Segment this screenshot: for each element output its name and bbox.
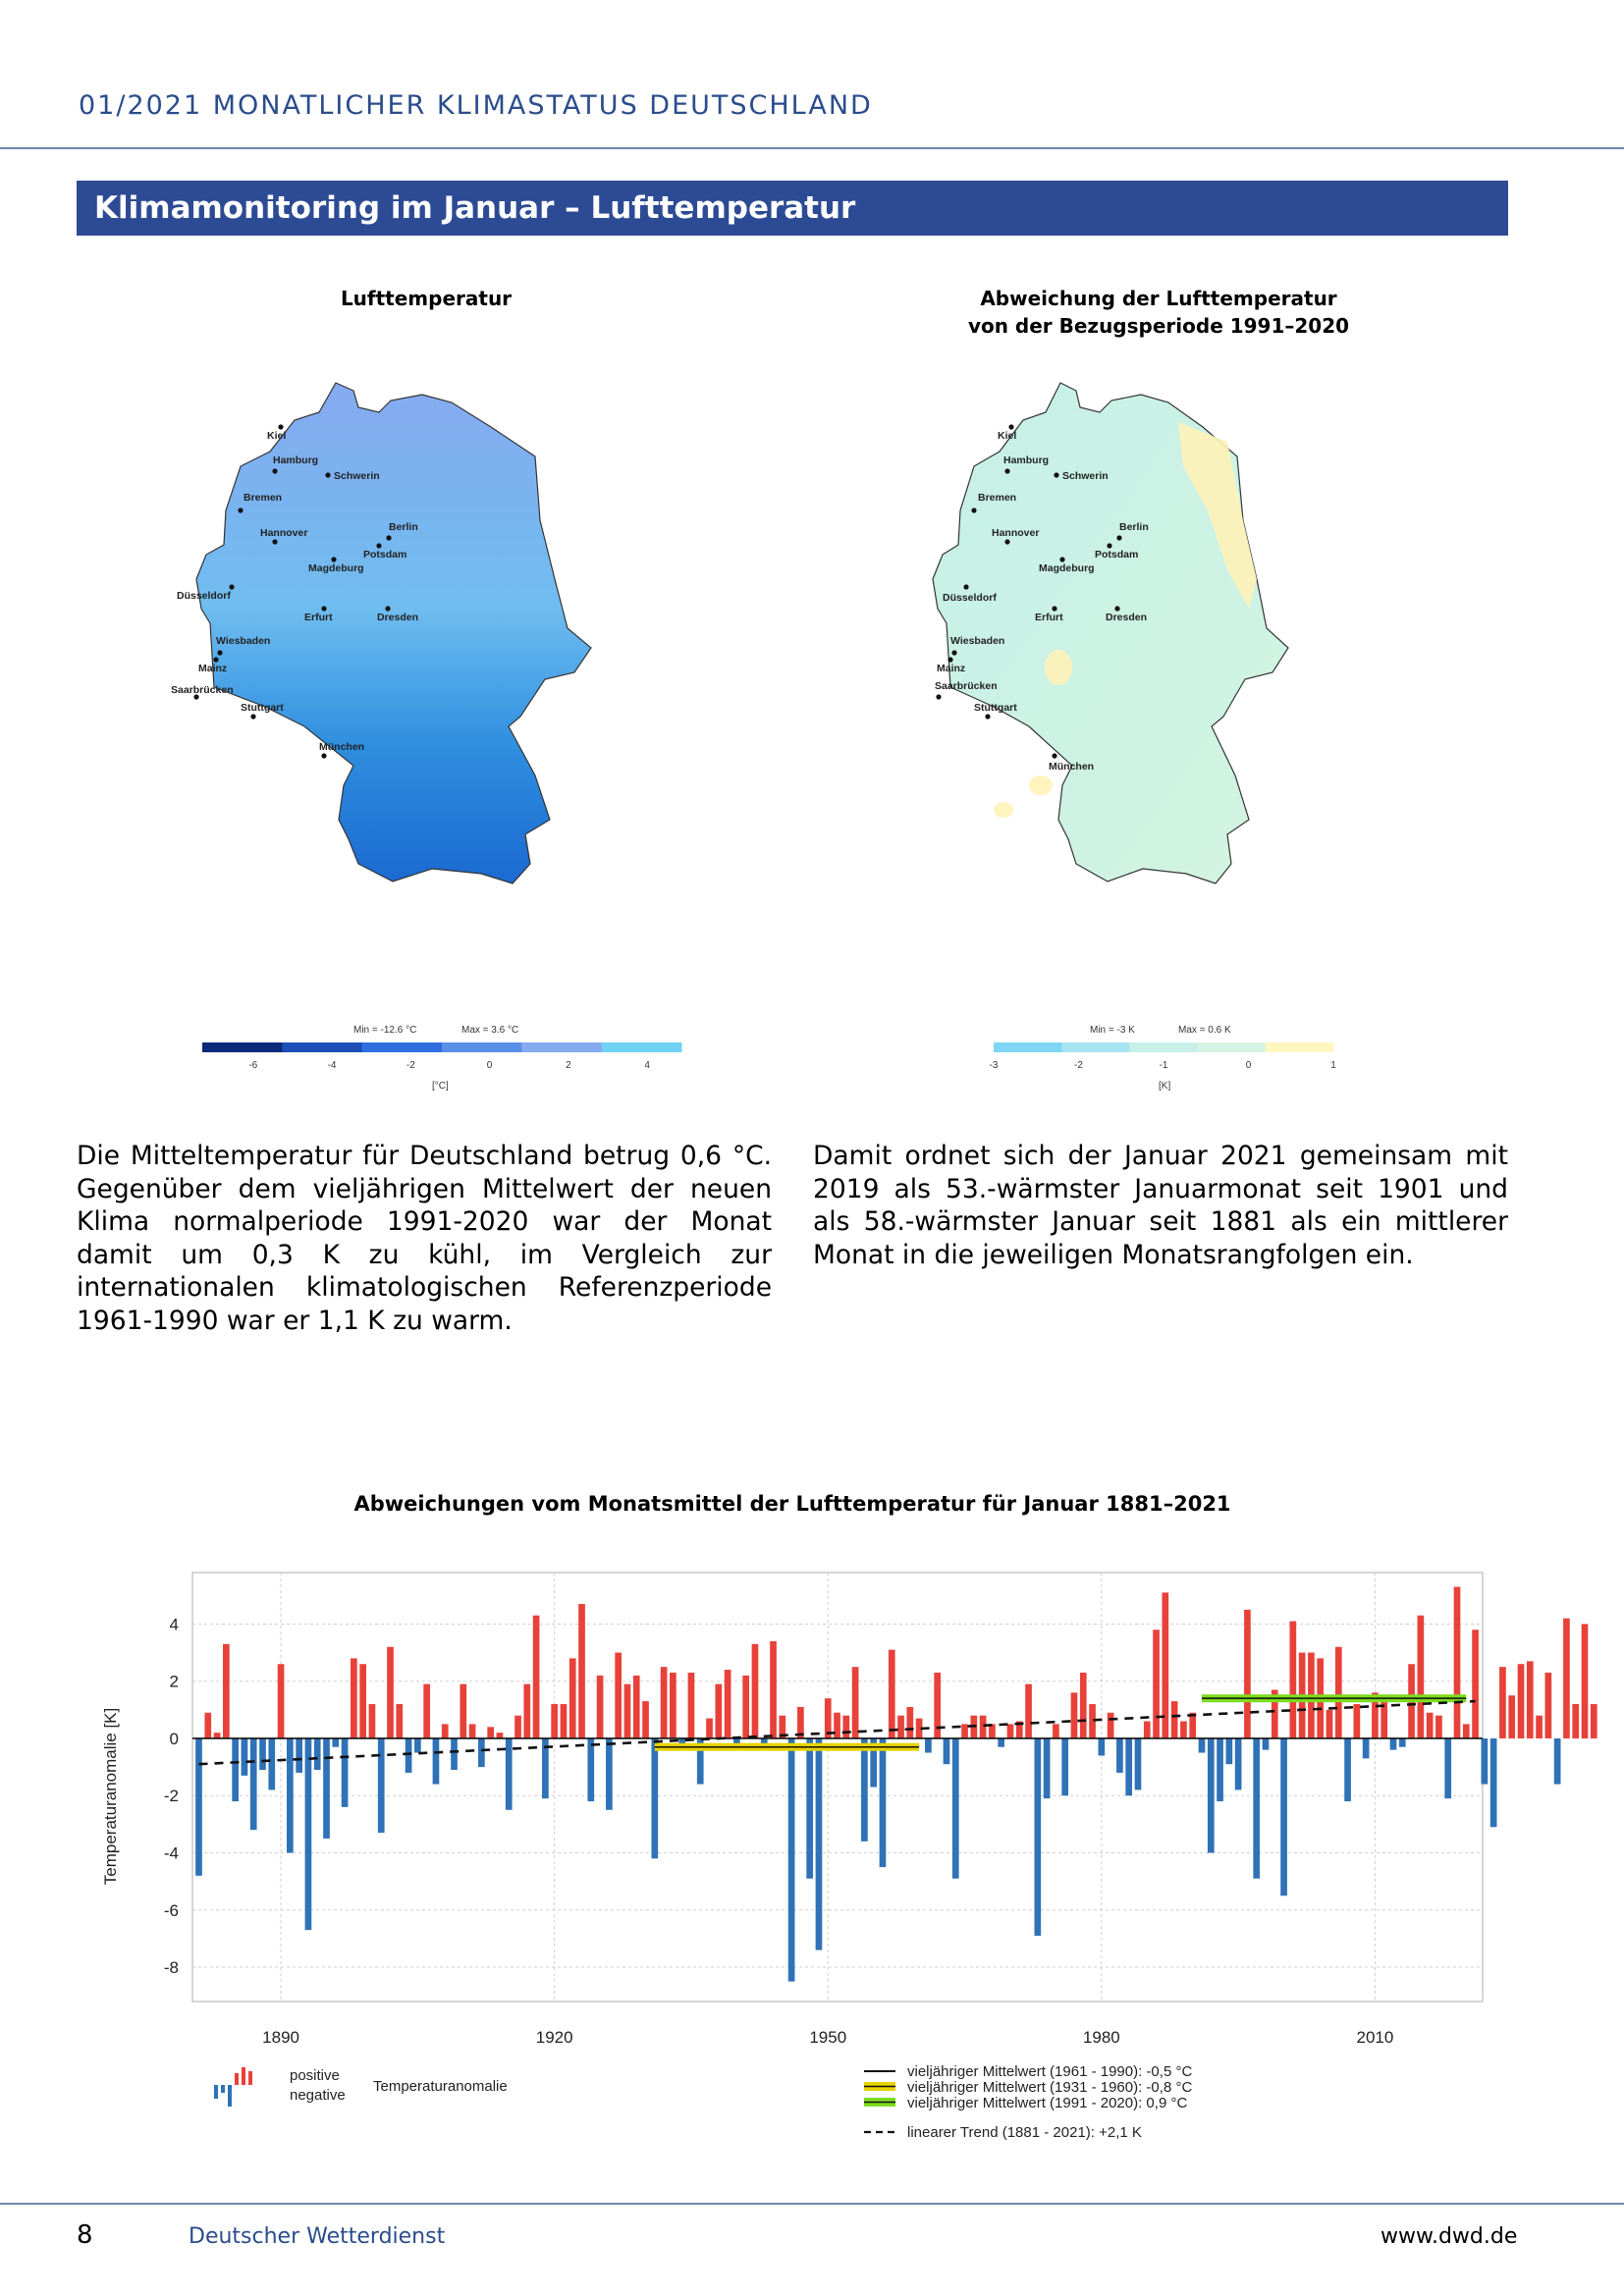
bar-2020	[1463, 1724, 1470, 1738]
city-label-muenchen: München	[319, 741, 365, 753]
bar-1927	[615, 1653, 622, 1738]
chart-y-axis-label: Temperaturanomalie [K]	[101, 1707, 120, 1886]
bar-1912	[478, 1738, 485, 1767]
bar-1986	[1153, 1629, 1160, 1738]
x-tick-label: 1950	[809, 2028, 847, 2047]
legend-pos-bar-1	[235, 2073, 239, 2085]
bar-2007	[1344, 1738, 1351, 1801]
header-divider	[0, 147, 1624, 149]
legend-pos-bar-2	[242, 2067, 245, 2085]
bar-1929	[633, 1676, 640, 1738]
map-right-figure	[933, 373, 1375, 1090]
city-label-erfurt: Erfurt	[304, 612, 333, 623]
map-left-colorbar-ticks	[248, 1060, 650, 1071]
section-title: Klimamonitoring im Januar – Lufttemperatur	[94, 190, 856, 226]
city-label-saarbruecken-right: Saarbrücken	[935, 680, 998, 692]
map-left-colorbar	[202, 1042, 682, 1052]
bar-1909	[451, 1738, 458, 1770]
bar-1925	[597, 1676, 604, 1738]
map-right-max-label: Max = 0.6 K	[1178, 1025, 1231, 1036]
germany-shape-left	[196, 383, 591, 883]
bar-1921	[561, 1704, 568, 1738]
legend-negative-label: negative	[290, 2087, 346, 2104]
city-label-saarbruecken: Saarbrücken	[171, 684, 234, 696]
colorbar-tick-label: 0	[1245, 1060, 1252, 1071]
colorbar-tick-label: -1	[1159, 1060, 1168, 1071]
bar-1976	[1061, 1738, 1068, 1795]
bar-1902	[387, 1647, 394, 1738]
bar-1967	[980, 1716, 987, 1738]
city-label-wiesbaden-right: Wiesbaden	[950, 635, 1005, 647]
x-tick-label: 1890	[262, 2028, 299, 2047]
bar-2028	[1536, 1716, 1543, 1738]
header-title: 01/2021 MONATLICHER KLIMASTATUS DEUTSCHLAND	[79, 90, 873, 121]
city-label-dresden: Dresden	[377, 612, 419, 623]
bar-1901	[378, 1738, 385, 1833]
map-right-title-line1: Abweichung der Lufttemperatur	[980, 287, 1337, 310]
bar-1991	[1199, 1738, 1206, 1753]
bar-1989	[1180, 1721, 1187, 1737]
colorbar-tick-label: -4	[327, 1060, 337, 1071]
legend-label-1931-1960: vieljähriger Mittelwert (1931 - 1960): -0,8 °C	[907, 2079, 1193, 2096]
legend-anomaly-label: Temperaturanomalie	[373, 2078, 508, 2095]
bar-1963	[944, 1738, 950, 1764]
bar-1952	[842, 1716, 849, 1738]
colorbar-segment	[442, 1042, 522, 1052]
bar-2023	[1490, 1738, 1497, 1827]
bar-1892	[296, 1738, 302, 1773]
bar-1984	[1135, 1738, 1142, 1789]
colorbar-segment	[1198, 1042, 1267, 1052]
y-tick-label: -4	[163, 1843, 179, 1863]
germany-shape-right	[933, 383, 1288, 883]
bar-2025	[1508, 1695, 1515, 1738]
bar-1972	[1025, 1684, 1032, 1738]
city-label-hamburg: Hamburg	[273, 454, 319, 466]
bar-1915	[506, 1738, 513, 1810]
bar-2016	[1427, 1713, 1434, 1738]
bar-1959	[906, 1707, 913, 1738]
body-text-left: Die Mitteltemperatur für Deutschland betrug 0,6 °C. Gegenüber dem vieljährigen Mittelwert der neuen Klima normalperiode 1991-2020 war der Monat damit um 0,3 K zu kühl, im Vergleich zur internationalen klimatologischen Referenzperiode 1961-1990 war er 1,1 K zu warm.	[77, 1141, 772, 1336]
city-label-hamburg-right: Hamburg	[1003, 454, 1050, 466]
bar-2013	[1399, 1738, 1406, 1747]
bar-1958	[897, 1716, 904, 1738]
bar-1948	[806, 1738, 813, 1879]
bar-1883	[214, 1733, 221, 1738]
colorbar-tick-label: 2	[566, 1060, 571, 1071]
colorbar-segment	[362, 1042, 443, 1052]
bar-1998	[1263, 1738, 1270, 1750]
legend-anomaly	[214, 2067, 508, 2107]
map-right-title-line2: von der Bezugsperiode 1991–2020	[967, 314, 1350, 338]
legend-trend	[864, 2120, 1257, 2150]
bar-1881	[195, 1738, 202, 1876]
bar-2021	[1472, 1629, 1479, 1738]
map-right-unit: [K]	[1159, 1081, 1171, 1092]
bar-1937	[706, 1719, 713, 1738]
bar-1935	[688, 1673, 695, 1738]
map-left-title: Lufttemperatur	[340, 287, 513, 310]
bar-2005	[1326, 1710, 1333, 1738]
bar-1896	[332, 1738, 339, 1747]
chart-y-ticks	[164, 1615, 179, 1977]
bar-1982	[1116, 1738, 1123, 1773]
bar-1992	[1208, 1738, 1215, 1853]
bar-1975	[1053, 1724, 1059, 1738]
bar-1974	[1044, 1738, 1051, 1798]
city-label-erfurt-right: Erfurt	[1035, 612, 1063, 623]
colorbar-tick-label: -2	[1074, 1060, 1083, 1071]
chart-title: Abweichungen vom Monatsmittel der Lufttemperatur für Januar 1881–2021	[353, 1492, 1231, 1516]
bar-2019	[1454, 1587, 1461, 1738]
legend-label-1961-1990: vieljähriger Mittelwert (1961 - 1990): -0,5 °C	[907, 2063, 1193, 2080]
legend-neg-bar-1	[214, 2085, 218, 2099]
bar-2027	[1527, 1661, 1534, 1738]
bar-1997	[1253, 1738, 1260, 1879]
map-left-figure	[171, 373, 707, 1092]
bar-1911	[469, 1724, 476, 1738]
y-tick-label: -2	[163, 1787, 179, 1806]
anomaly-bar-chart	[98, 1561, 1512, 2110]
bar-1977	[1071, 1692, 1078, 1738]
city-label-duesseldorf-right: Düsseldorf	[943, 592, 997, 604]
bar-1899	[359, 1664, 366, 1738]
bar-1973	[1034, 1738, 1041, 1936]
bar-2022	[1482, 1738, 1489, 1785]
bar-1957	[889, 1650, 895, 1738]
bar-2034	[1591, 1704, 1597, 1738]
footer-organization: Deutscher Wetterdienst	[189, 2224, 446, 2249]
bar-2006	[1335, 1647, 1342, 1738]
city-label-berlin: Berlin	[389, 521, 418, 533]
bar-1964	[952, 1738, 959, 1879]
colorbar-segment	[202, 1042, 283, 1052]
bar-1914	[497, 1733, 504, 1738]
bar-1906	[423, 1684, 430, 1738]
bar-1988	[1171, 1701, 1178, 1738]
bar-1965	[961, 1724, 968, 1738]
bar-2012	[1390, 1738, 1397, 1750]
bar-1944	[770, 1641, 777, 1738]
city-label-potsdam-right: Potsdam	[1095, 549, 1139, 561]
footer-divider	[0, 2203, 1624, 2205]
bar-1923	[578, 1604, 585, 1738]
bar-1882	[204, 1713, 211, 1738]
bar-1961	[925, 1738, 932, 1753]
bar-2030	[1554, 1738, 1561, 1785]
bar-1993	[1217, 1738, 1223, 1801]
bar-1932	[661, 1667, 668, 1738]
bar-1994	[1226, 1738, 1233, 1764]
city-label-kiel: Kiel	[267, 430, 287, 442]
colorbar-tick-label: 4	[644, 1060, 650, 1071]
colorbar-segment	[1129, 1042, 1198, 1052]
city-label-stuttgart: Stuttgart	[241, 702, 284, 714]
bar-1939	[725, 1670, 731, 1738]
bar-1917	[523, 1684, 530, 1738]
city-label-magdeburg-right: Magdeburg	[1039, 562, 1095, 574]
map-left-min-label: Min = -12.6 °C	[353, 1025, 417, 1036]
city-label-mainz: Mainz	[198, 663, 228, 674]
city-label-potsdam: Potsdam	[363, 549, 407, 561]
bar-2032	[1572, 1704, 1579, 1738]
colorbar-segment	[1266, 1042, 1334, 1052]
map-right-min-label: Min = -3 K	[1090, 1025, 1135, 1036]
bar-2008	[1354, 1704, 1361, 1738]
bar-2001	[1290, 1622, 1297, 1738]
city-label-muenchen-right: München	[1049, 761, 1095, 773]
bar-2033	[1582, 1624, 1589, 1738]
bar-1920	[551, 1704, 558, 1738]
y-tick-label: -8	[163, 1958, 179, 1978]
x-tick-label: 1920	[535, 2028, 573, 2047]
bar-1970	[1007, 1724, 1014, 1738]
bar-2031	[1563, 1619, 1570, 1738]
map-right-colorbar-ticks	[990, 1060, 1337, 1071]
city-label-berlin-right: Berlin	[1119, 521, 1149, 533]
bar-2018	[1444, 1738, 1451, 1798]
bar-1898	[351, 1658, 357, 1738]
bar-1980	[1098, 1738, 1105, 1755]
bar-1910	[460, 1684, 466, 1738]
colorbar-tick-label: -3	[989, 1060, 999, 1071]
bar-1969	[998, 1738, 1004, 1747]
bar-1926	[606, 1738, 613, 1810]
bar-1884	[223, 1644, 230, 1738]
bar-1956	[880, 1738, 887, 1867]
bar-1928	[624, 1684, 631, 1738]
legend-label-1991-2020: vieljähriger Mittelwert (1991 - 2020): 0,9 °C	[907, 2095, 1188, 2111]
bar-1995	[1235, 1738, 1242, 1789]
y-tick-label: 4	[169, 1615, 179, 1634]
colorbar-segment	[282, 1042, 362, 1052]
body-text-right: Damit ordnet sich der Januar 2021 gemeinsam mit 2019 als 53.-wärmster Januarmonat seit 1901 und als 58.-wärmster Januar seit 1881 als ein mittlerer Monat in die jeweiligen Monatsrangfolgen ein.	[813, 1141, 1508, 1270]
map-right-colorbar	[994, 1042, 1334, 1052]
map-left-max-label: Max = 3.6 °C	[461, 1025, 519, 1036]
bar-2015	[1418, 1616, 1425, 1738]
city-label-dresden-right: Dresden	[1106, 612, 1148, 623]
colorbar-segment	[994, 1042, 1062, 1052]
bar-1888	[259, 1738, 266, 1770]
chart-plot-area	[192, 1573, 1483, 2002]
bar-1890	[278, 1664, 285, 1738]
bar-1938	[715, 1684, 722, 1738]
colorbar-segment	[1061, 1042, 1130, 1052]
page-number: 8	[77, 2220, 93, 2250]
bar-1895	[323, 1738, 330, 1839]
bar-1908	[442, 1724, 449, 1738]
legend-neg-bar-2	[221, 2085, 225, 2093]
bar-1900	[369, 1704, 376, 1738]
bar-1913	[487, 1727, 494, 1738]
bar-1897	[342, 1738, 349, 1807]
y-tick-label: -6	[163, 1900, 179, 1920]
bar-1904	[406, 1738, 412, 1773]
x-tick-label: 2010	[1356, 2028, 1394, 2047]
map-right-title	[913, 285, 1404, 340]
bar-1918	[533, 1616, 540, 1738]
bar-1885	[232, 1738, 239, 1801]
bar-1930	[642, 1701, 649, 1738]
bar-1886	[242, 1738, 248, 1776]
bar-1931	[651, 1738, 658, 1858]
bar-1916	[514, 1716, 521, 1738]
bar-1985	[1144, 1721, 1151, 1737]
city-label-hannover: Hannover	[260, 527, 308, 539]
bar-1949	[816, 1738, 823, 1950]
bar-1893	[305, 1738, 312, 1930]
legend-positive-label: positive	[290, 2067, 340, 2084]
bar-2024	[1499, 1667, 1506, 1738]
colorbar-tick-label: 0	[486, 1060, 493, 1071]
city-label-schwerin-right: Schwerin	[1062, 470, 1109, 482]
bar-1951	[834, 1713, 840, 1738]
bar-1903	[396, 1704, 403, 1738]
city-label-duesseldorf: Düsseldorf	[177, 590, 231, 602]
bar-1933	[670, 1673, 677, 1738]
bar-1954	[861, 1738, 868, 1842]
city-label-schwerin: Schwerin	[334, 470, 380, 482]
city-label-magdeburg: Magdeburg	[308, 562, 364, 574]
bar-1924	[587, 1738, 594, 1801]
bar-1996	[1244, 1610, 1251, 1738]
bar-1905	[414, 1738, 421, 1753]
bar-1889	[268, 1738, 275, 1789]
bar-2026	[1518, 1664, 1525, 1738]
city-label-bremen: Bremen	[244, 492, 283, 504]
bar-1942	[752, 1644, 759, 1738]
footer-url[interactable]: www.dwd.de	[1380, 2224, 1518, 2249]
city-label-hannover-right: Hannover	[992, 527, 1040, 539]
city-label-bremen-right: Bremen	[978, 492, 1017, 504]
y-tick-label: 2	[169, 1672, 179, 1691]
bar-1887	[250, 1738, 257, 1830]
colorbar-tick-label: -2	[406, 1060, 415, 1071]
colorbar-segment	[602, 1042, 682, 1052]
colorbar-tick-label: 1	[1330, 1060, 1336, 1071]
bar-1941	[742, 1676, 749, 1738]
city-label-mainz-right: Mainz	[937, 663, 966, 674]
x-tick-label: 1980	[1082, 2028, 1120, 2047]
legend-neg-bar-3	[228, 2085, 232, 2107]
legend-lines	[864, 2063, 1192, 2111]
bar-1894	[314, 1738, 321, 1770]
bar-2000	[1280, 1738, 1287, 1896]
bar-1907	[433, 1738, 440, 1785]
y-tick-label: 0	[169, 1729, 179, 1748]
chart-x-ticks	[262, 2028, 1393, 2047]
colorbar-segment	[521, 1042, 602, 1052]
city-label-wiesbaden: Wiesbaden	[216, 635, 271, 647]
bar-2029	[1545, 1673, 1552, 1738]
bar-2017	[1435, 1716, 1442, 1738]
bar-1981	[1108, 1713, 1114, 1738]
colorbar-tick-label: -6	[248, 1060, 258, 1071]
bar-1953	[852, 1667, 859, 1738]
map-left-unit: [°C]	[432, 1081, 449, 1092]
bar-1922	[569, 1658, 576, 1738]
legend-pos-bar-3	[248, 2071, 252, 2085]
bar-2009	[1363, 1738, 1370, 1758]
city-label-kiel-right: Kiel	[998, 430, 1017, 442]
bar-1891	[287, 1738, 294, 1853]
legend-label-trend: linearer Trend (1881 - 2021): +2,1 K	[907, 2124, 1142, 2141]
city-label-stuttgart-right: Stuttgart	[974, 702, 1017, 714]
bar-1978	[1080, 1673, 1087, 1738]
bar-1946	[788, 1738, 795, 1982]
bar-1983	[1125, 1738, 1132, 1795]
